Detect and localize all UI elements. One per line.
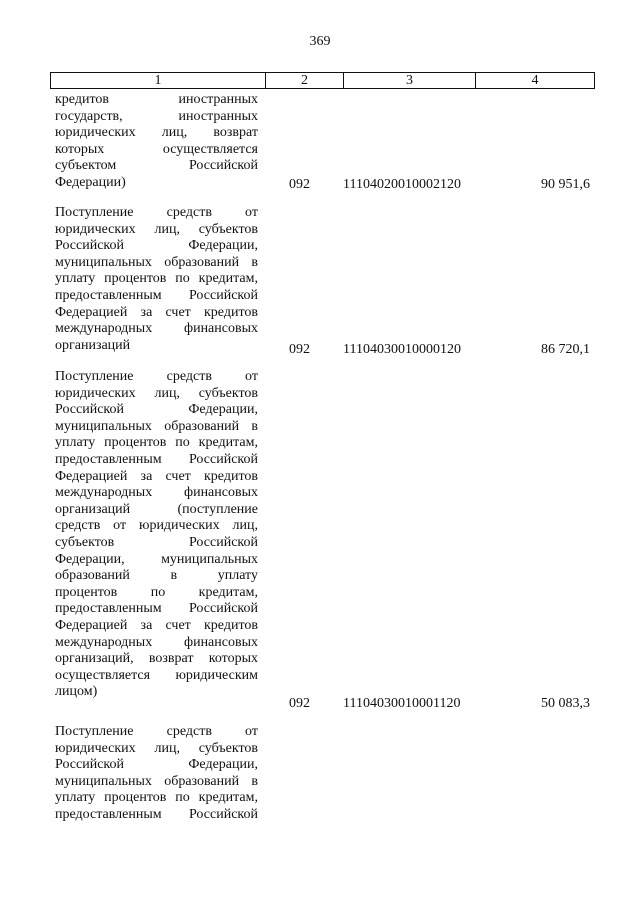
description-line: осуществляется юридическим	[55, 667, 258, 683]
description-line: Поступление средств от	[55, 724, 258, 739]
description-line: муниципальных образований в	[55, 418, 258, 434]
column-header-2: 2	[266, 73, 344, 89]
column-header-table	[50, 72, 595, 89]
description-line: лицом)	[55, 684, 98, 700]
description-line: кредитов иностранных	[55, 92, 258, 107]
description-line: юридических лиц, субъектов	[55, 740, 258, 756]
description-line: Федерацией за счет кредитов	[55, 617, 258, 633]
column-header-1: 1	[51, 73, 266, 89]
description-line: предоставленным Российской	[55, 287, 258, 303]
description-line: международных финансовых	[55, 321, 258, 337]
description-line: муниципальных образований в	[55, 773, 258, 789]
description-line: Поступление средств от	[55, 205, 258, 220]
description-line: организаций (поступление	[55, 501, 258, 517]
amount-value: 90 951,6	[541, 177, 590, 192]
amount-value: 50 083,3	[541, 696, 590, 711]
description-line: организаций	[55, 337, 131, 353]
description-line: муниципальных образований в	[55, 254, 258, 270]
description-line: международных финансовых	[55, 485, 258, 501]
row-description	[55, 92, 258, 192]
column-header-row	[51, 73, 595, 89]
description-line: Федерации)	[55, 174, 126, 190]
admin-code: 092	[289, 177, 310, 192]
description-line: международных финансовых	[55, 634, 258, 650]
description-line: Федерации, муниципальных	[55, 551, 258, 567]
column-header-3: 3	[344, 73, 476, 89]
amount-value: 86 720,1	[541, 342, 590, 357]
description-line: предоставленным Российской	[55, 451, 258, 467]
description-line: государств, иностранных	[55, 108, 258, 124]
description-line: Российской Федерации,	[55, 238, 258, 254]
page-number: 369	[309, 34, 331, 49]
budget-classification-code: 11104030010000120	[343, 342, 461, 357]
description-line: субъектов Российской	[55, 534, 258, 550]
row-description	[55, 724, 258, 824]
description-line: юридических лиц, возврат	[55, 125, 258, 141]
description-line: Российской Федерации,	[55, 402, 258, 418]
admin-code: 092	[289, 696, 310, 711]
description-line: Федерацией за счет кредитов	[55, 468, 258, 484]
row-description	[55, 369, 258, 701]
column-header-4: 4	[476, 73, 595, 89]
description-line: предоставленным Российской	[55, 806, 258, 822]
description-line: юридических лиц, субъектов	[55, 221, 258, 237]
description-line: образований в уплату	[55, 568, 258, 584]
budget-classification-code: 11104020010002120	[343, 177, 461, 192]
description-line: уплату процентов по кредитам,	[55, 435, 258, 451]
description-line: процентов по кредитам,	[55, 584, 258, 600]
description-line: предоставленным Российской	[55, 601, 258, 617]
description-line: Федерацией за счет кредитов	[55, 304, 258, 320]
admin-code: 092	[289, 342, 310, 357]
description-line: субъектом Российской	[55, 158, 258, 174]
description-line: уплату процентов по кредитам,	[55, 271, 258, 287]
row-description	[55, 205, 258, 354]
description-line: Российской Федерации,	[55, 757, 258, 773]
budget-classification-code: 11104030010001120	[343, 696, 461, 711]
description-line: юридических лиц, субъектов	[55, 385, 258, 401]
description-line: средств от юридических лиц,	[55, 518, 258, 534]
description-line: которых осуществляется	[55, 141, 258, 157]
description-line: уплату процентов по кредитам,	[55, 790, 258, 806]
description-line: Поступление средств от	[55, 369, 258, 384]
description-line: организаций, возврат которых	[55, 651, 258, 667]
